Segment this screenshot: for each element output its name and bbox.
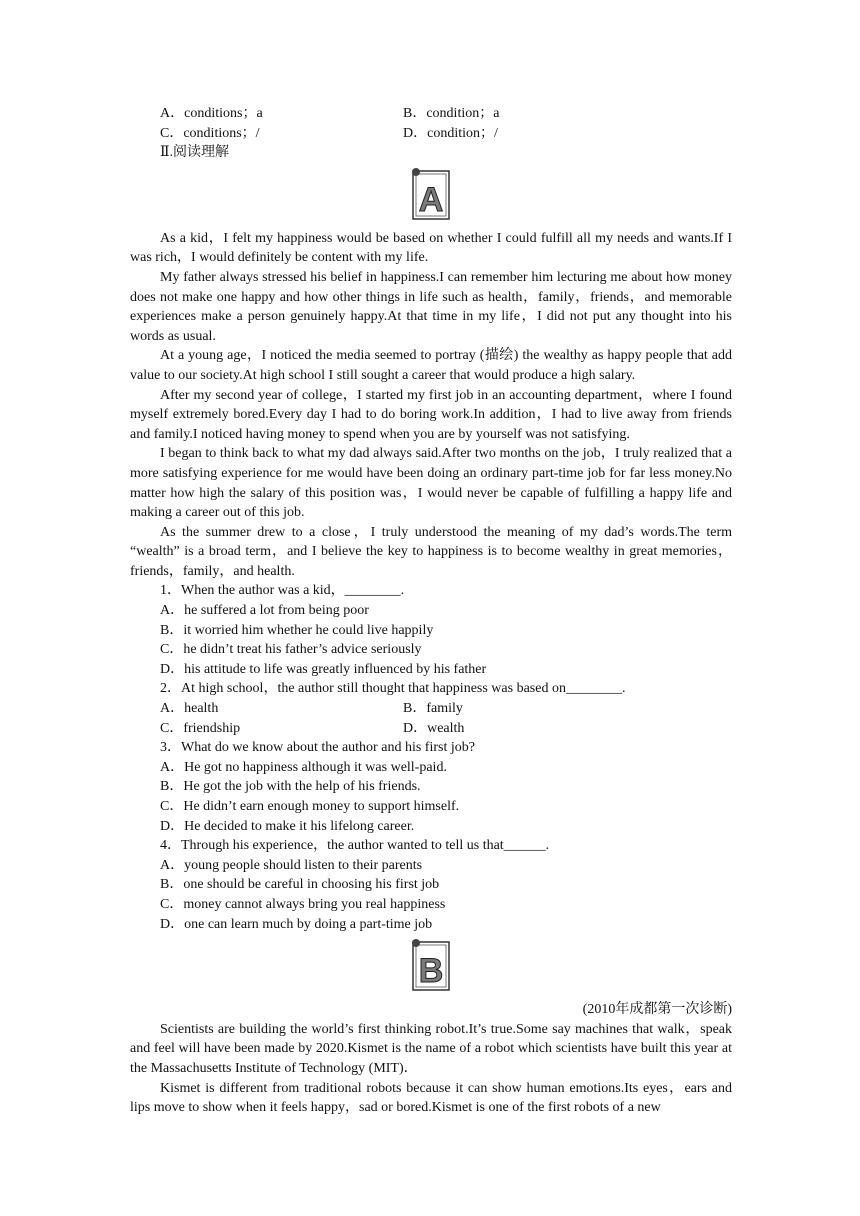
passage-b-badge bbox=[130, 938, 732, 998]
letter-badge-icon bbox=[411, 938, 451, 992]
question-option: C．money cannot always bring you real happiness bbox=[160, 896, 446, 912]
question-stem: 1．When the author was a kid，________. bbox=[160, 583, 405, 599]
letter-badge-icon bbox=[411, 167, 451, 221]
question-options-row bbox=[130, 699, 732, 719]
passage-a-paragraph: After my second year of college，I started my first job in an accounting department，where I found myself extremely bored.Every day I had to do boring work.In addition，I had to live away from friends and family.I noticed having money to spend when you are by yourself was not satisfying. bbox=[130, 387, 732, 442]
question-stem: 2．At high school，the author still thought that happiness was based on________. bbox=[160, 681, 626, 697]
question-stem: 4．Through his experience，the author wanted to tell us that______. bbox=[160, 838, 550, 854]
question-option: C．He didn’t earn enough money to support himself. bbox=[160, 799, 460, 814]
badge-letter: B bbox=[418, 952, 444, 991]
passage-a-paragraph: I began to think back to what my dad always said.After two months on the job，I truly realized that a more satisfying experience for me would have been doing an ordinary part-time job for far less money.No matter how high the salary of this position was，I would never be capable of fulfilling a happy life and making a career out of this job. bbox=[130, 446, 732, 521]
question-option: A．young people should listen to their parents bbox=[160, 857, 423, 873]
passage-a-paragraph: My father always stressed his belief in happiness.I can remember him lecturing me about how money does not make one happy and how other things in life such as health，family，friends，and memorable experiences make a person genuinely happy.At that time in my life，I did not put any thought into his words as usual. bbox=[130, 269, 732, 344]
question-option: D．wealth bbox=[403, 720, 465, 736]
passage-b-paragraph: Kismet is different from traditional robots because it can show human emotions.Its eyes，ears and lips move to show when it feels happy，sad or bored.Kismet is one of the first robots of a new bbox=[130, 1080, 732, 1116]
question-option: B．He got the job with the help of his friends. bbox=[160, 779, 421, 795]
question-stem: 3．What do we know about the author and his first job? bbox=[160, 740, 475, 756]
passage-b-paragraph: Scientists are building the world’s first thinking robot.It’s true.Some say machines that walk，speak and feel will have been made by 2020.Kismet is the name of a robot which scientists have built this year at the Massachusetts Institute of Technology (MIT)． bbox=[130, 1021, 732, 1076]
passage-a-paragraph: As a kid，I felt my happiness would be based on whether I could fulfill all my needs and wants.If I was rich，I would definitely be content with my life. bbox=[130, 230, 732, 266]
question-option: B．one should be careful in choosing his first job bbox=[160, 877, 440, 893]
question-option: A．he suffered a lot from being poor bbox=[160, 603, 369, 619]
question-option: D．He decided to make it his lifelong career. bbox=[160, 818, 415, 834]
prev-options-row-1 bbox=[130, 104, 732, 124]
passage-a-paragraph: As the summer drew to a close，I truly understood the meaning of my dad’s words.The term “wealth” is a broad term，and I believe the key to happiness is to become wealthy in great memories，friends，family，and health. bbox=[130, 524, 732, 579]
option-a: A．conditions；a bbox=[160, 106, 263, 121]
question-option: B．family bbox=[403, 701, 463, 717]
passage-a-paragraph: At a young age，I noticed the media seemed to portray (描绘) the wealthy as happy people that add value to our society.At high school I still sought a career that would produce a high salary. bbox=[130, 348, 732, 383]
question-option: D．his attitude to life was greatly influenced by his father bbox=[160, 661, 487, 677]
badge-letter: A bbox=[418, 180, 444, 219]
option-b: B．condition；a bbox=[403, 106, 500, 121]
worksheet-content bbox=[130, 104, 732, 1118]
question-option: A．He got no happiness although it was well-paid. bbox=[160, 759, 447, 775]
section-title: Ⅱ.阅读理解 bbox=[160, 145, 230, 161]
prev-options-row-2 bbox=[130, 124, 732, 144]
question-option: A．health bbox=[160, 701, 219, 717]
option-c: C．conditions；/ bbox=[160, 125, 260, 141]
question-option: C．friendship bbox=[160, 720, 241, 736]
question-option: D．one can learn much by doing a part-time job bbox=[160, 916, 433, 932]
question-options-row bbox=[130, 719, 732, 739]
source-note: (2010年成都第一次诊断) bbox=[582, 1002, 732, 1018]
option-d: D．condition；/ bbox=[403, 125, 498, 141]
question-option: B．it worried him whether he could live happily bbox=[160, 622, 434, 638]
passage-a-badge bbox=[130, 167, 732, 227]
question-option: C．he didn’t treat his father’s advice seriously bbox=[160, 642, 422, 658]
